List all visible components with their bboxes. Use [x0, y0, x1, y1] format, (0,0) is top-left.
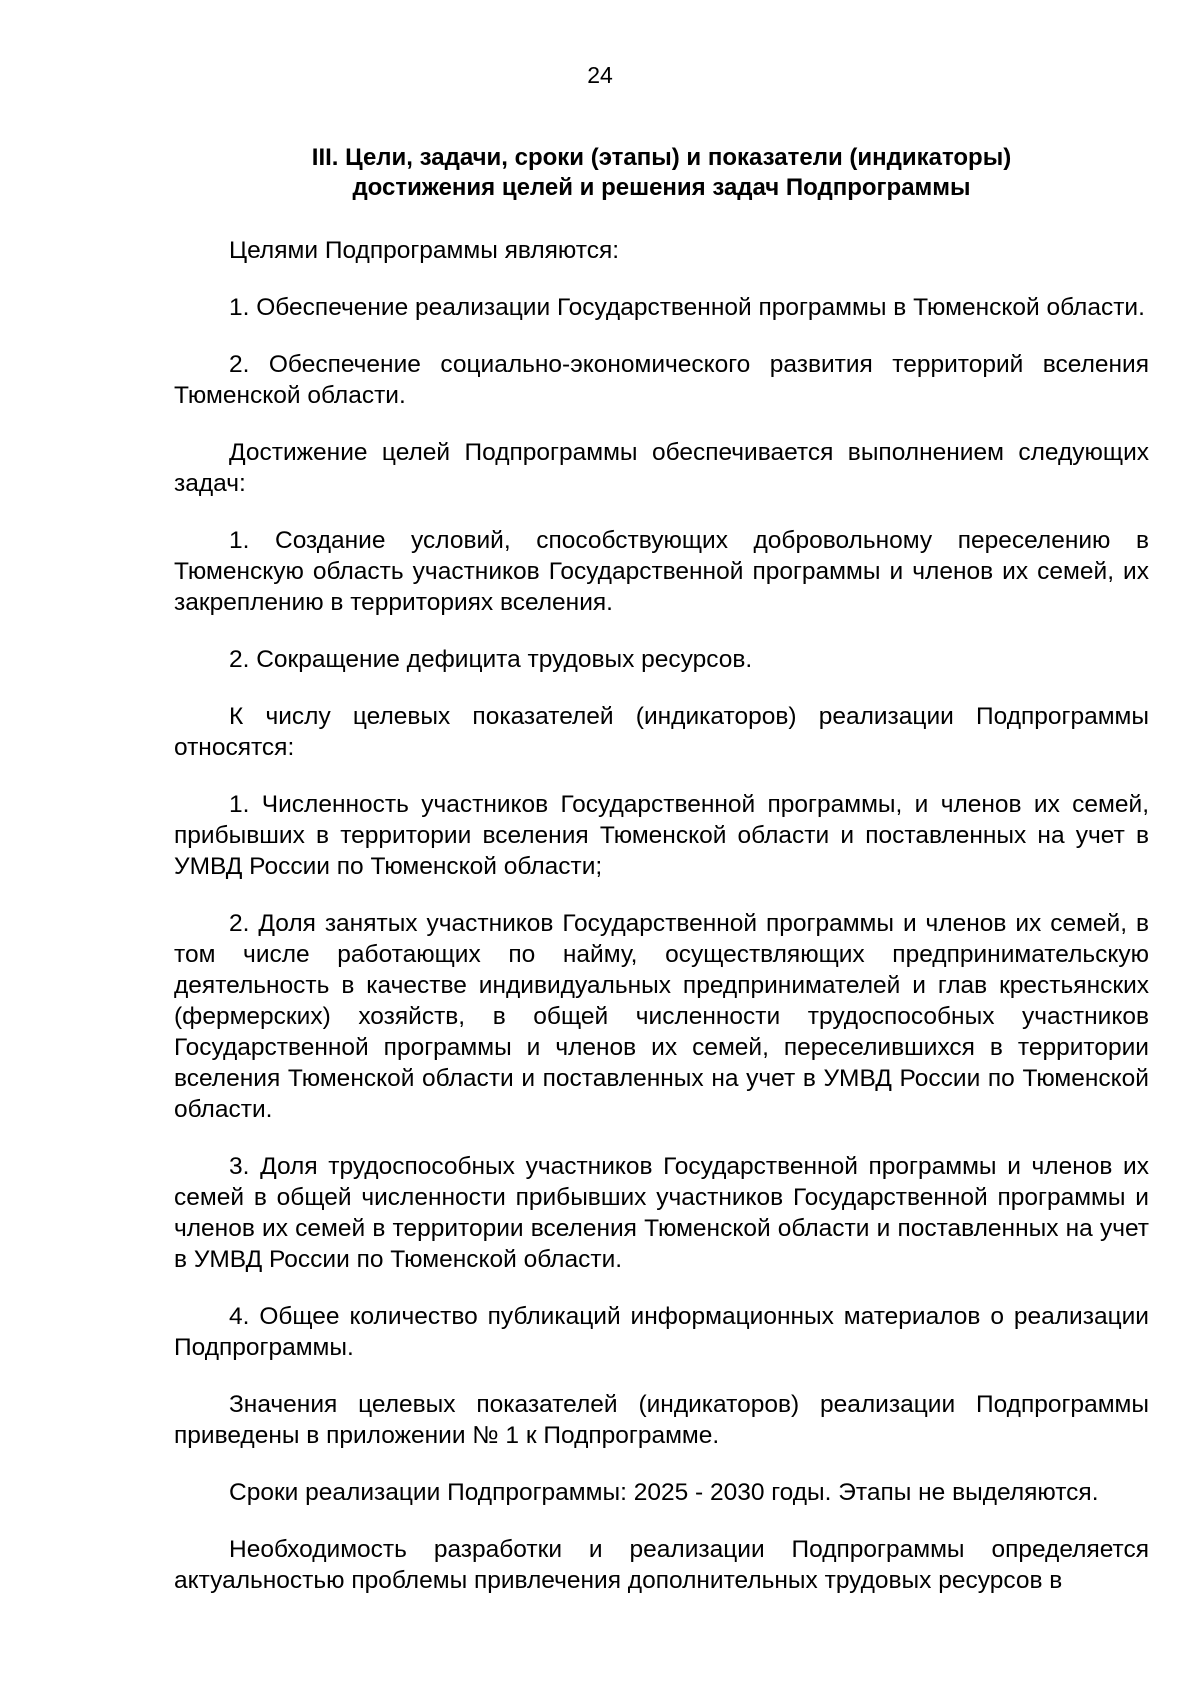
paragraph-task-2: 2. Сокращение дефицита трудовых ресурсов.	[229, 646, 753, 673]
paragraph-necessity: Необходимость разработки и реализации Подпрограммы определяется актуальностью проблемы привлечения дополнительных трудовых ресурсов в	[174, 1536, 1149, 1594]
section-heading	[174, 143, 1149, 203]
paragraph-timeline: Сроки реализации Подпрограммы: 2025 - 2030 годы. Этапы не выделяются.	[229, 1479, 1099, 1506]
paragraph-goals-intro: Целями Подпрограммы являются:	[229, 237, 620, 264]
paragraph-indicator-4: 4. Общее количество публикаций информационных материалов о реализации Подпрограммы.	[174, 1303, 1149, 1361]
paragraph-indicator-3: 3. Доля трудоспособных участников Государственной программы и членов их семей в общей численности прибывших участников Государственной программы и членов их семей в территории вселения Тюменской области и поставленных на учет в УМВД России по Тюменской области.	[174, 1153, 1149, 1273]
page-number: 24	[587, 62, 613, 88]
section-heading-line-1: III. Цели, задачи, сроки (этапы) и показатели (индикаторы)	[311, 144, 1012, 171]
paragraph-task-1: 1. Создание условий, способствующих добровольному переселению в Тюменскую область участников Государственной программы и членов их семей, их закреплению в территориях вселения.	[174, 527, 1149, 616]
paragraph-indicator-values: Значения целевых показателей (индикаторов) реализации Подпрограммы приведены в приложении № 1 к Подпрограмме.	[174, 1391, 1149, 1449]
paragraph-indicators-intro: К числу целевых показателей (индикаторов) реализации Подпрограммы относятся:	[174, 703, 1149, 761]
paragraph-indicator-1: 1. Численность участников Государственной программы, и членов их семей, прибывших в территории вселения Тюменской области и поставленных на учет в УМВД России по Тюменской области;	[174, 791, 1149, 880]
paragraph-tasks-intro: Достижение целей Подпрограммы обеспечивается выполнением следующих задач:	[174, 439, 1149, 497]
document-body	[174, 235, 1149, 1622]
paragraph-goal-2: 2. Обеспечение социально-экономического развития территорий вселения Тюменской области.	[174, 351, 1149, 409]
paragraph-indicator-2: 2. Доля занятых участников Государственной программы и членов их семей, в том числе работающих по найму, осуществляющих предпринимательскую деятельность в качестве индивидуальных предпринимателей и глав крестьянских (фермерских) хозяйств, в общей численности трудоспособных участников Государственной программы и членов их семей, переселившихся в территории вселения Тюменской области и поставленных на учет в УМВД России по Тюменской области.	[174, 910, 1149, 1123]
paragraph-goal-1: 1. Обеспечение реализации Государственной программы в Тюменской области.	[229, 294, 1145, 321]
section-heading-line-2: достижения целей и решения задач Подпрограммы	[352, 174, 971, 201]
